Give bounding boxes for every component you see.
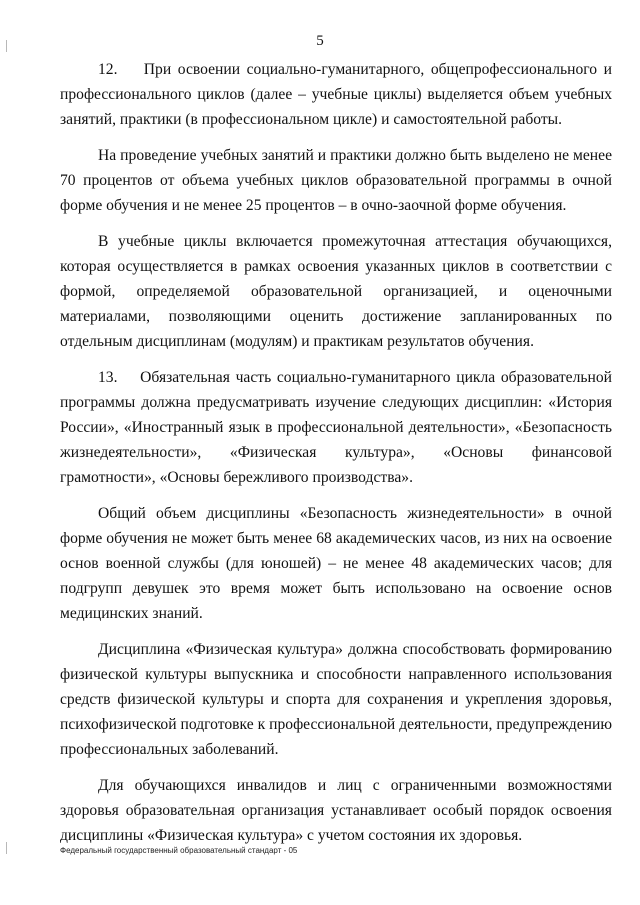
paragraph-disabled-students: Для обучающихся инвалидов и лиц с ограниченными возможностями здоровья образовательная организация устанавливает особый порядок освоения дисциплины «Физическая культура» с учетом состояния их здоровья. — [60, 777, 612, 844]
scan-edge-mark-bottom — [6, 842, 7, 854]
paragraph-12-learning-cycles: 12. При освоении социально-гуманитарного, общепрофессионального и профессионального циклов (далее – учебные циклы) выделяется объем учебных занятий, практики (в профессиональном цикле) и самостоятельной работы. — [60, 61, 612, 128]
paragraph-physical-culture: Дисциплина «Физическая культура» должна способствовать формированию физической культуры выпускника и способности направленного использования средств физической культуры и спорта для сохранения и укрепления здоровья, психофизической подготовке к профессиональной деятельности, предупреждению профессиональных заболеваний. — [60, 641, 612, 758]
page-number: 5 — [316, 33, 324, 49]
paragraph-study-hours-share: На проведение учебных занятий и практики должно быть выделено не менее 70 процентов от объема учебных циклов образовательной программы в очной форме обучения и не менее 25 процентов – в очно-заочной форме обучения. — [60, 147, 612, 214]
document-body — [60, 57, 612, 859]
footer-standard-label: Федеральный государственный образовательный стандарт - 05 — [60, 846, 298, 855]
paragraph-intermediate-attestation: В учебные циклы включается промежуточная аттестация обучающихся, которая осуществляется в рамках освоения указанных циклов в соответствии с формой, определяемой образовательной организацией, и оценочными материалами, позволяющими оценить достижение запланированных по отдельным дисциплинам (модулям) и практикам результатов обучения. — [60, 233, 612, 350]
paragraph-13-mandatory-disciplines: 13. Обязательная часть социально-гуманитарного цикла образовательной программы должна предусматривать изучение следующих дисциплин: «История России», «Иностранный язык в профессиональной деятельности», «Безопасность жизнедеятельности», «Физическая культура», «Основы финансовой грамотности», «Основы бережливого производства». — [60, 369, 612, 486]
paragraph-life-safety-hours: Общий объем дисциплины «Безопасность жизнедеятельности» в очной форме обучения не может быть менее 68 академических часов, из них на освоение основ военной службы (для юношей) – не менее 48 академических часов; для подгрупп девушек это время может быть использовано на освоение основ медицинских знаний. — [60, 505, 612, 622]
